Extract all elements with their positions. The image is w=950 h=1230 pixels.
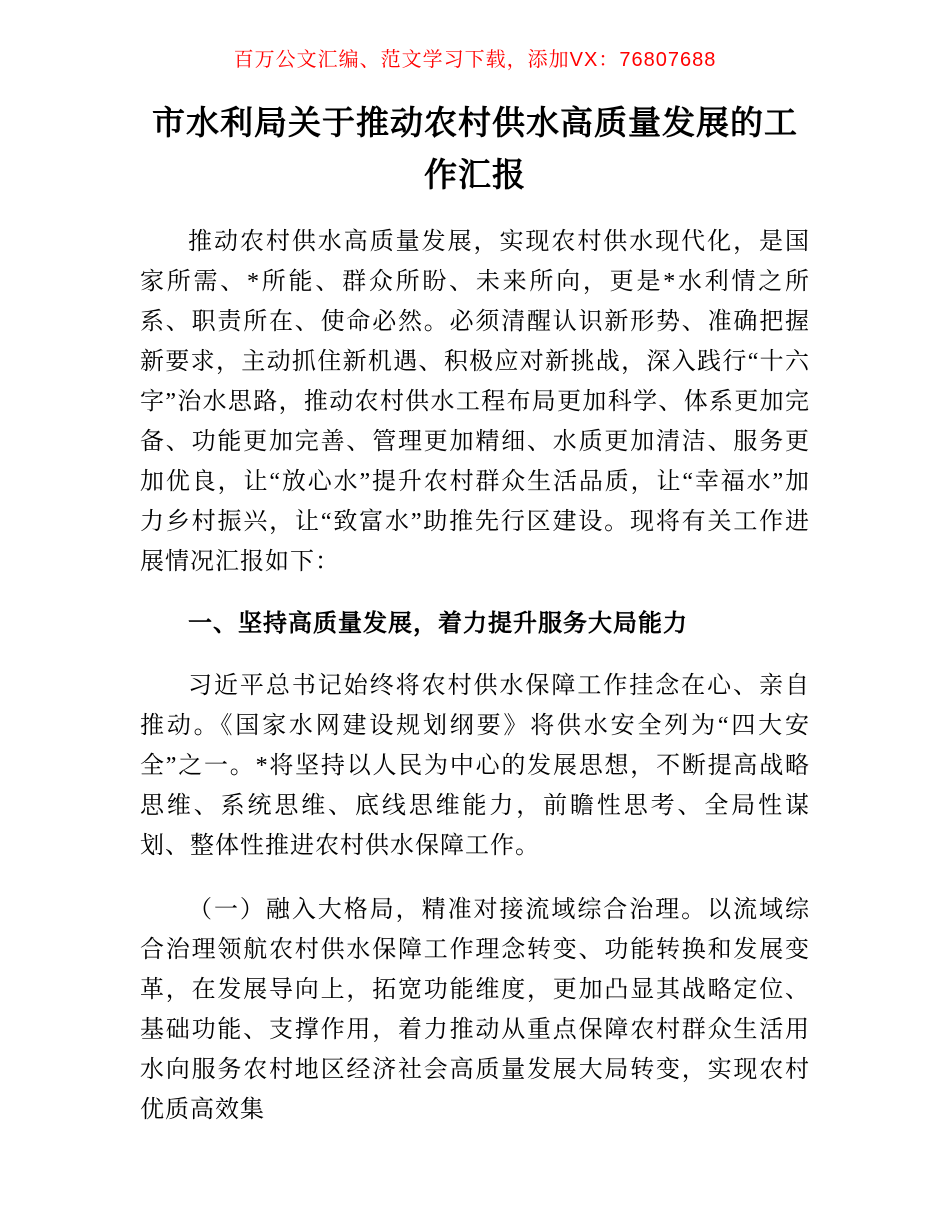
paragraph-intro: 推动农村供水高质量发展，实现农村供水现代化，是国家所需、*所能、群众所盼、未来所向，更是*水利情之所系、职责所在、使命必然。必须清醒认识新形势、准确把握新要求，主动抓住新机遇、积极应对新挑战，深入践行“十六字”治水思路，推动农村供水工程布局更加科学、体系更加完备、功能更加完善、管理更加精细、水质更加清洁、服务更加优良，让“放心水”提升农村群众生活品质，让“幸福水”加力乡村振兴，让“致富水”助推先行区建设。现将有关工作进展情况汇报如下： (140, 229, 810, 575)
paragraph-section1-lead: 习近平总书记始终将农村供水保障工作挂念在心、亲自推动。《国家水网建设规划纲要》将供水安全列为“四大安全”之一。*将坚持以人民为中心的发展思想，不断提高战略思维、系统思维、底线思维能力，前瞻性思考、全局性谋划、整体性推进农村供水保障工作。 (140, 673, 810, 859)
watermark-notice: 百万公文汇编、范文学习下载，添加VX：76807688 (233, 49, 717, 71)
section-heading-1: 一、坚持高质量发展，着力提升服务大局能力 (188, 611, 688, 637)
document-title: 市水利局关于推动农村供水高质量发展的工作汇报 (152, 106, 798, 194)
paragraph-subsection-1: （一）融入大格局，精准对接流域综合治理。以流域综合治理领航农村供水保障工作理念转变、功能转换和发展变革，在发展导向上，拓宽功能维度，更加凸显其战略定位、基础功能、支撑作用，着力推动从重点保障农村群众生活用水向服务农村地区经济社会高质量发展大局转变，实现农村优质高效集 (140, 897, 810, 1123)
